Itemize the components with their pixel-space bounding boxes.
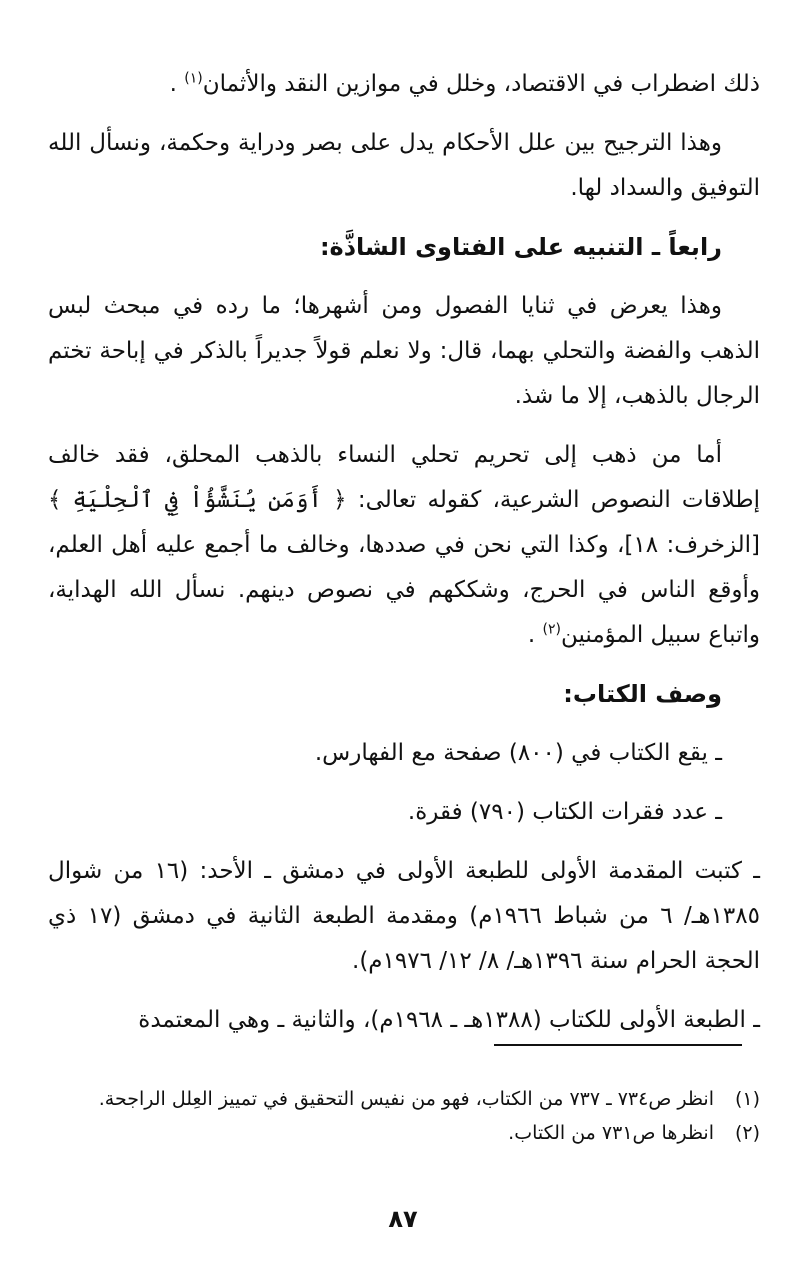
paragraph-end: . — [527, 622, 543, 648]
footnote-number: (١) — [734, 1088, 760, 1110]
section-heading-odd-fatwas: رابعاً ـ التنبيه على الفتاوى الشاذَّة: — [319, 233, 722, 261]
footnote-reference[interactable]: (١) — [184, 70, 203, 87]
paragraph-economic-disturbance — [48, 62, 760, 107]
paragraph-text: ذلك اضطراب في الاقتصاد، وخلل في موازين النقد والأثمان — [202, 71, 760, 97]
paragraph-tarjih — [48, 121, 760, 211]
footnote-text: انظرها ص٧٣١ من الكتاب. — [508, 1122, 714, 1144]
footnotes — [48, 1082, 760, 1150]
paragraph-women-gold — [48, 433, 760, 658]
paragraph-text-continued: [الزخرف: ١٨]، وكذا التي نحن في صددها، وخالف ما أجمع عليه أهل العلم، وأوقع الناس في الحرج، وشككهم في نصوص دينهم. نسأل الله الهداية، واتباع سبيل المؤمنين — [48, 532, 760, 648]
footnote-item — [48, 1082, 760, 1116]
paragraph-text: وهذا الترجيح بين علل الأحكام يدل على بصر ودراية وحكمة، ونسأل الله التوفيق والسداد لها. — [48, 130, 760, 201]
list-item-editions: ـ الطبعة الأولى للكتاب (١٣٨٨هـ ـ ١٩٦٨م)، والثانية ـ وهي المعتمدة — [138, 1007, 760, 1033]
paragraph-gold-silver — [48, 284, 760, 419]
list-item-introductions: ـ كتبت المقدمة الأولى للطبعة الأولى في دمشق ـ الأحد: (١٦ من شوال ١٣٨٥هـ/ ٦ من شباط ١٩٦٦م) ومقدمة الطبعة الثانية في دمشق (١٧ ذي الحجة الحرام سنة ١٣٩٦هـ/ ٨/ ١٢/ ١٩٧٦م). — [48, 858, 760, 974]
footnote-number: (٢) — [734, 1122, 760, 1144]
list-item-paragraph-count: ـ عدد فقرات الكتاب (٧٩٠) فقرة. — [407, 799, 722, 825]
paragraph-text: وهذا يعرض في ثنايا الفصول ومن أشهرها؛ ما رده في مبحث لبس الذهب والفضة والتحلي بهما، قال: ولا نعلم قولاً جديراً بالذكر في إباحة تختم الرجال بالذهب، إلا ما شذ. — [48, 293, 760, 409]
footnote-item — [48, 1116, 760, 1150]
quran-verse: ﴿ أَوَمَن يُنَشَّؤُاْ فِي ٱلْحِلْيَةِ ﴾ — [48, 487, 347, 513]
paragraph-text: أما من ذهب إلى تحريم تحلي النساء بالذهب المحلق، فقد خالف إطلاقات النصوص الشرعية، كقوله تعالى: — [48, 442, 760, 513]
footnote-separator — [494, 1044, 742, 1046]
section-heading-book-description: وصف الكتاب: — [563, 680, 722, 708]
paragraph-end: . — [169, 71, 185, 97]
footnote-text: انظر ص٧٣٤ ـ ٧٣٧ من الكتاب، فهو من نفيس التحقيق في تمييز العِلل الراجحة. — [98, 1088, 714, 1110]
page-number: ٨٧ — [388, 1205, 418, 1233]
list-item-pages: ـ يقع الكتاب في (٨٠٠) صفحة مع الفهارس. — [314, 740, 722, 766]
footnote-reference[interactable]: (٢) — [542, 621, 561, 638]
